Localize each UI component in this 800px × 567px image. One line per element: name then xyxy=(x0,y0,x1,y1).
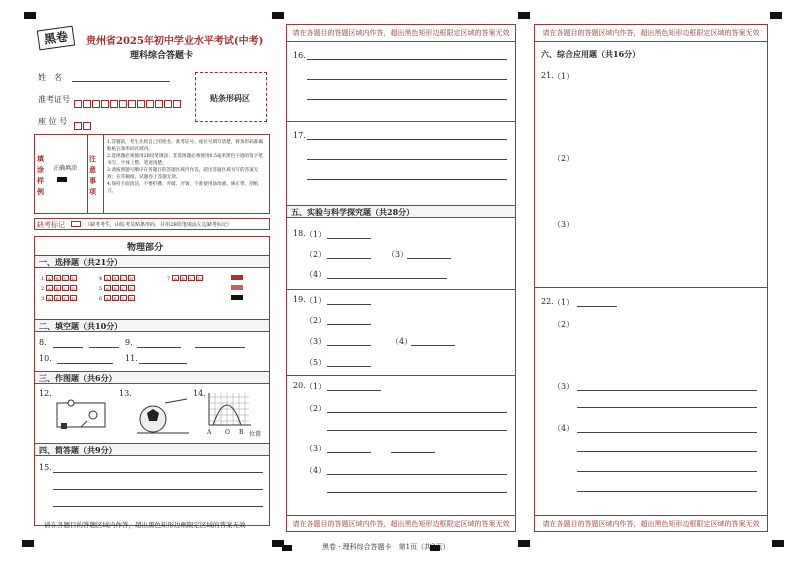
q8-answer[interactable] xyxy=(53,347,83,348)
notes-title: 注意事项 xyxy=(89,154,96,196)
exam-title: 贵州省2025年初中学业水平考试(中考) xyxy=(86,36,264,47)
q17-answer-line[interactable] xyxy=(307,159,507,160)
seat-label: 座 位 号 xyxy=(38,117,68,126)
correct-fill-label: 正确填涂 xyxy=(53,165,78,172)
column-2 xyxy=(286,24,516,532)
q19-answer-1[interactable] xyxy=(327,304,371,305)
name-field[interactable] xyxy=(72,81,170,82)
q17-answer-line[interactable] xyxy=(307,179,507,180)
graph-label-o: O xyxy=(225,429,230,436)
q21-part-2: （2） xyxy=(553,154,575,163)
q8-answer[interactable] xyxy=(89,347,119,348)
q15-answer-line[interactable] xyxy=(53,506,263,507)
q18-part-2: （2） xyxy=(305,250,327,259)
q18-part-3: （3） xyxy=(387,250,409,259)
q21-part-3: （3） xyxy=(553,220,575,229)
color-swatch xyxy=(231,275,243,280)
q18-label: 18. xyxy=(293,229,306,238)
q15-label: 15. xyxy=(39,463,52,472)
q19-part-1: （1） xyxy=(305,296,327,305)
graph-diagram xyxy=(205,391,255,429)
q18-answer-4[interactable] xyxy=(327,278,447,279)
section-6-header: 六、综合应用题（共16分） xyxy=(541,49,641,59)
graph-label-position: 位置 xyxy=(249,431,262,438)
q20-answer-2b[interactable] xyxy=(327,430,507,431)
circuit-diagram xyxy=(53,393,109,433)
q20-part-2: （2） xyxy=(305,404,327,413)
q21-part-1: （1） xyxy=(553,72,575,81)
q15-answer-line[interactable] xyxy=(53,472,263,473)
q19-answer-2[interactable] xyxy=(327,324,371,325)
q18-part-1: （1） xyxy=(305,230,327,239)
notes-list: 1.答题前，考生先将自己的姓名、准考证号、座位号填写清楚，将条形码准确粘贴在条形码区域内。 2.选择题必须使用2B铅笔填涂；非选择题必须使用0.5毫米黑色字迹的签字笔书写，字体工整、笔迹清楚。 3.请按照题号顺序在各题目的答题区域内作答，超出答题区域书写的答案无效；在草稿纸、试题卷上答题无效。 4.保持卡面清洁，不要折叠、弄破、弄皱，不准使用涂改液、修正带、刮纸刀。 xyxy=(107,140,263,194)
column-3 xyxy=(534,24,768,532)
q20-answer-3b[interactable] xyxy=(391,452,435,453)
seat-boxes[interactable] xyxy=(74,115,92,134)
q20-part-4: （4） xyxy=(305,466,327,475)
exam-no-label: 准考证号 xyxy=(38,95,70,104)
section-4-header: 四、简答题（共9分） xyxy=(35,443,269,456)
absent-row xyxy=(34,218,270,230)
timing-mark xyxy=(22,540,34,547)
absent-label: 缺考标记 xyxy=(37,221,65,229)
q19-label: 19. xyxy=(293,295,306,304)
q9-label: 9. xyxy=(125,338,133,347)
q20-answer-1[interactable] xyxy=(327,390,381,391)
q11-label: 11. xyxy=(125,354,138,363)
q22-label: 22. xyxy=(541,297,554,306)
q22-answer-4[interactable] xyxy=(577,432,757,433)
q22-part-3: （3） xyxy=(553,382,575,391)
q20-answer-3[interactable] xyxy=(327,452,371,453)
q18-answer-3[interactable] xyxy=(407,258,451,259)
warning-top: 请在各题目的答题区域内作答，超出黑色矩形边框限定区域的答案无效 xyxy=(542,29,760,37)
color-swatch xyxy=(231,285,243,290)
warning-bottom: 请在各题目的答题区域内作答，超出黑色矩形边框限定区域的答案无效 xyxy=(292,520,510,528)
sample-notes-box xyxy=(34,134,270,214)
q8-label: 8. xyxy=(39,338,47,347)
physics-title: 物理部分 xyxy=(127,243,164,253)
q20-label: 20. xyxy=(293,381,306,390)
section-1-header: 一、选择题（共21分） xyxy=(35,255,269,268)
q19-answer-4[interactable] xyxy=(411,345,455,346)
q22-answer-4b[interactable] xyxy=(577,451,757,452)
q12-label: 12. xyxy=(39,389,52,398)
warning-bottom: 请在各题目的答题区域内作答，超出黑色矩形边框限定区域的答案无效 xyxy=(542,520,760,528)
card-title: 理科综合答题卡 xyxy=(130,51,194,61)
q20-answer-4b[interactable] xyxy=(327,492,507,493)
q18-part-4: （4） xyxy=(305,270,327,279)
badge: 黑卷 xyxy=(37,26,75,51)
q22-answer-3[interactable] xyxy=(577,390,757,391)
q22-part-4: （4） xyxy=(553,424,575,433)
timing-mark xyxy=(518,540,530,547)
q19-part-2: （2） xyxy=(305,316,327,325)
q18-answer-2[interactable] xyxy=(327,258,371,259)
warning-top: 请在各题目的答题区域内作答，超出黑色矩形边框限定区域的答案无效 xyxy=(292,29,510,37)
q20-part-1: （1） xyxy=(305,382,327,391)
q9-answer[interactable] xyxy=(137,347,181,348)
section-3-header: 三、作图题（共6分） xyxy=(35,371,269,384)
q16-label: 16. xyxy=(293,51,306,60)
q20-answer-4[interactable] xyxy=(327,474,507,475)
q14-label: 14. xyxy=(193,389,206,398)
name-label: 姓 名 xyxy=(38,73,62,82)
timing-mark xyxy=(272,12,284,19)
q15-answer-line[interactable] xyxy=(53,489,263,490)
q19-part-4: （4） xyxy=(391,337,413,346)
section-5-header: 五、实验与科学探究题（共28分） xyxy=(287,205,515,218)
q20-part-3: （3） xyxy=(305,444,327,453)
graph-label-b: B xyxy=(239,429,244,436)
section-2-header: 二、填空题（共10分） xyxy=(35,319,269,332)
q19-answer-3[interactable] xyxy=(327,345,371,346)
q20-answer-2[interactable] xyxy=(327,412,507,413)
q10-label: 10. xyxy=(39,354,52,363)
timing-mark xyxy=(770,12,782,19)
q22-answer-4c[interactable] xyxy=(577,471,757,472)
q22-part-1: （1） xyxy=(553,298,575,307)
q22-answer-1[interactable] xyxy=(577,306,617,307)
q19-part-5: （5） xyxy=(305,358,327,367)
exam-no-boxes[interactable] xyxy=(74,93,182,112)
column-1 xyxy=(30,22,276,534)
q17-label: 17. xyxy=(293,131,306,140)
barcode-area xyxy=(195,72,267,122)
graph-label-a: A xyxy=(207,429,212,436)
timing-mark xyxy=(518,12,530,19)
timing-mark xyxy=(282,545,292,551)
sample-label: 填涂样例 xyxy=(37,154,44,196)
q19-part-3: （3） xyxy=(305,337,327,346)
q11-answer[interactable] xyxy=(139,363,187,364)
q22-answer-3b[interactable] xyxy=(577,407,757,408)
barcode-label: 贴条形码区 xyxy=(210,93,250,103)
q17-answer-line[interactable] xyxy=(307,139,507,140)
warning-text: 请在各题目的答题区域内作答，超出黑色矩形边框限定区域的答案无效 xyxy=(44,521,246,529)
q22-answer-4d[interactable] xyxy=(577,491,757,492)
q16-answer-line[interactable] xyxy=(307,59,507,60)
q18-answer-1[interactable] xyxy=(327,238,371,239)
q10-answer[interactable] xyxy=(57,363,113,364)
q21-label: 21. xyxy=(541,71,554,80)
q9-answer[interactable] xyxy=(195,347,245,348)
q19-answer-5[interactable] xyxy=(327,366,371,367)
q13-label: 13. xyxy=(119,389,132,398)
physics-box: 物理部分 一、选择题（共21分） 1 A B C D 2 A B C D 3 A B C D 4 A B C D 5 A B C D 6 A B C D 7 A B C D 二、填空题（共10分） 8. 9. 10. 11. 三、作图题（共6分） 12. 13. 14. A O B 位置 四、简答题（共9分） 15. xyxy=(34,236,270,526)
q16-answer-line[interactable] xyxy=(307,79,507,80)
timing-mark xyxy=(24,12,36,19)
page-footer: 黑卷 · 理科综合答题卡 第1页（共2页） xyxy=(322,543,450,551)
absent-text: （缺考考生，由监考员贴条形码，并用2B铅笔填涂左边缺考标记） xyxy=(85,222,232,228)
q22-part-2: （2） xyxy=(553,320,575,329)
q16-answer-line[interactable] xyxy=(307,99,507,100)
timing-mark xyxy=(772,540,784,547)
absent-checkbox[interactable] xyxy=(71,221,81,227)
correct-fill-sample xyxy=(57,177,67,182)
ball-diagram xyxy=(135,395,191,435)
color-swatch xyxy=(231,295,243,300)
